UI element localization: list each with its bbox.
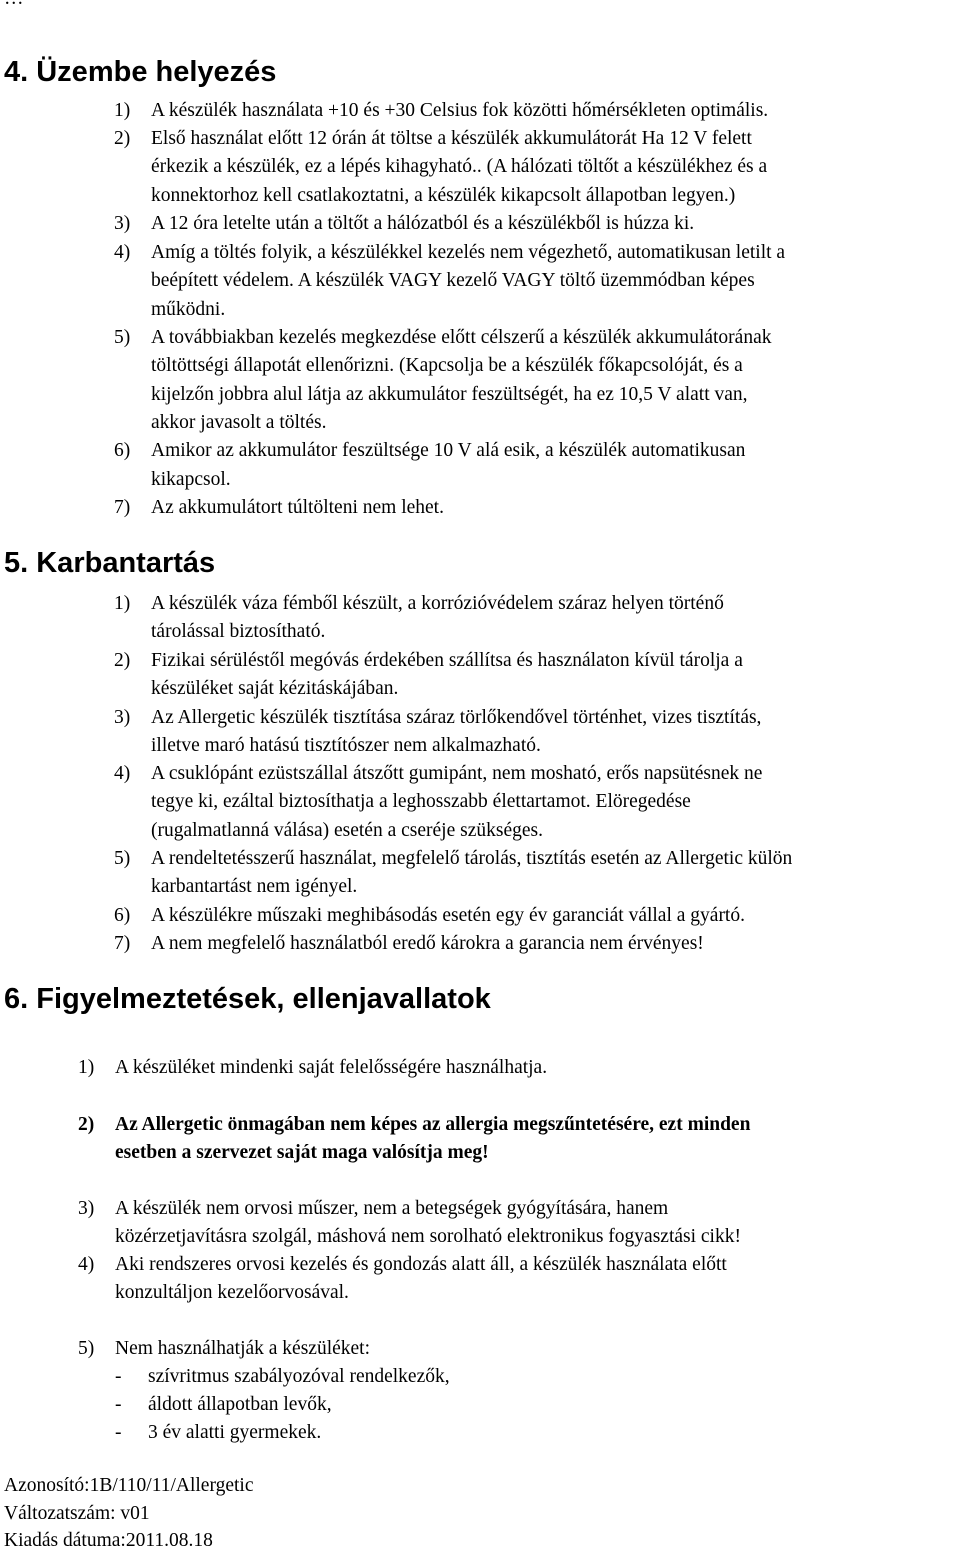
list-number: 1) xyxy=(114,100,131,121)
section-6-title: 6. Figyelmeztetések, ellenjavallatok xyxy=(4,983,491,1015)
list-number: 2) xyxy=(114,128,131,149)
list-item-line: készüléket saját kézitáskájában. xyxy=(151,678,399,699)
list-number: 4) xyxy=(114,242,131,263)
sublist-item: áldott állapotban levők, xyxy=(148,1394,332,1415)
list-item-line: Amíg a töltés folyik, a készülékkel kezelés nem végezhető, automatikusan letilt a xyxy=(151,242,786,263)
list-item-line: konnektorhoz kell csatlakoztatni, a készülék kikapcsolt állapotban legyen.) xyxy=(151,185,736,206)
list-item-line: tegye ki, ezáltal biztosíthatja a leghosszabb élettartamot. Elöregedése xyxy=(151,791,691,812)
list-item-line: A készülék váza fémből készült, a korrózióvédelem száraz helyen történő xyxy=(151,593,724,614)
list-number: 5) xyxy=(114,327,131,348)
list-number: 7) xyxy=(114,933,131,954)
list-number: 2) xyxy=(78,1114,95,1135)
list-item-line: illetve maró hatású tisztítószer nem alkalmazható. xyxy=(151,735,541,756)
footer-issue-date: Kiadás dátuma:2011.08.18 xyxy=(4,1530,213,1551)
list-number: 4) xyxy=(114,763,131,784)
footer-version: Változatszám: v01 xyxy=(4,1503,150,1524)
list-item-line: Fizikai sérüléstől megóvás érdekében szállítsa és használaton kívül tárolja a xyxy=(151,650,743,671)
list-item-line: Amikor az akkumulátor feszültsége 10 V alá esik, a készülék automatikusan xyxy=(151,440,746,461)
list-number: 5) xyxy=(78,1338,95,1359)
list-item-line: esetben a szervezet saját maga valósítja meg! xyxy=(115,1142,489,1163)
list-item-line: konzultáljon kezelőorvosával. xyxy=(115,1282,349,1303)
list-item-line: Nem használhatják a készüléket: xyxy=(115,1338,371,1359)
section-4-title: 4. Üzembe helyezés xyxy=(4,56,277,88)
list-item-line: A készülék használata +10 és +30 Celsius fok közötti hőmérsékleten optimális. xyxy=(151,100,769,121)
list-number: 5) xyxy=(114,848,131,869)
list-number: 1) xyxy=(78,1057,95,1078)
list-item-line: beépített védelem. A készülék VAGY kezelő VAGY töltő üzemmódban képes xyxy=(151,270,755,291)
sublist-item: 3 év alatti gyermekek. xyxy=(148,1422,322,1443)
list-item-line: tárolással biztosítható. xyxy=(151,621,326,642)
sublist-dash: - xyxy=(115,1394,122,1415)
list-number: 3) xyxy=(78,1198,95,1219)
list-number: 7) xyxy=(114,497,131,518)
sublist-item: szívritmus szabályozóval rendelkezők, xyxy=(148,1366,450,1387)
footer-document-id: Azonosító:1B/110/11/Allergetic xyxy=(4,1475,254,1496)
list-item-line: Az Allergetic önmagában nem képes az allergia megszűntetésére, ezt minden xyxy=(115,1114,751,1135)
list-item-line: (rugalmatlanná válása) esetén a cseréje szükséges. xyxy=(151,820,543,841)
list-item-line: A továbbiakban kezelés megkezdése előtt célszerű a készülék akkumulátorának xyxy=(151,327,772,348)
list-item-line: Az akkumulátort túltölteni nem lehet. xyxy=(151,497,444,518)
sublist-dash: - xyxy=(115,1422,122,1443)
list-item-line: A nem megfelelő használatból eredő károkra a garancia nem érvényes! xyxy=(151,933,704,954)
list-number: 4) xyxy=(78,1254,95,1275)
list-item-line: kikapcsol. xyxy=(151,469,231,490)
list-item-line: közérzetjavításra szolgál, máshová nem sorolható elektronikus fogyasztási cikk! xyxy=(115,1226,741,1247)
list-number: 6) xyxy=(114,905,131,926)
list-item-line: Első használat előtt 12 órán át töltse a készülék akkumulátorát Ha 12 V felett xyxy=(151,128,752,149)
list-item-line: akkor javasolt a töltés. xyxy=(151,412,327,433)
list-number: 1) xyxy=(114,593,131,614)
list-number: 2) xyxy=(114,650,131,671)
list-item-line: karbantartást nem igényel. xyxy=(151,876,358,897)
top-ellipsis xyxy=(4,0,24,10)
list-item-line: A 12 óra letelte után a töltőt a hálózatból és a készülékből is húzza ki. xyxy=(151,213,695,234)
section-5-title: 5. Karbantartás xyxy=(4,547,216,579)
list-item-line: A készüléket mindenki saját felelősségére használhatja. xyxy=(115,1057,548,1078)
list-item-line: A készülékre műszaki meghibásodás esetén egy év garanciát vállal a gyártó. xyxy=(151,905,745,926)
list-item-line: töltöttségi állapotát ellenőrizni. (Kapcsolja be a készülék főkapcsolóját, és a xyxy=(151,355,743,376)
list-item-line: A készülék nem orvosi műszer, nem a betegségek gyógyítására, hanem xyxy=(115,1198,669,1219)
list-item-line: Az Allergetic készülék tisztítása száraz törlőkendővel történhet, vizes tisztítás, xyxy=(151,707,762,728)
list-number: 3) xyxy=(114,707,131,728)
list-item-line: A csuklópánt ezüstszállal átszőtt gumipánt, nem mosható, erős napsütésnek ne xyxy=(151,763,763,784)
list-item-line: kijelzőn jobbra alul látja az akkumulátor feszültségét, ha ez 10,5 V alatt van, xyxy=(151,384,748,405)
list-item-line: A rendeltetésszerű használat, megfelelő tárolás, tisztítás esetén az Allergetic külön xyxy=(151,848,793,869)
list-item-line: működni. xyxy=(151,299,226,320)
list-number: 6) xyxy=(114,440,131,461)
list-item-line: Aki rendszeres orvosi kezelés és gondozás alatt áll, a készülék használata előtt xyxy=(115,1254,727,1275)
sublist-dash: - xyxy=(115,1366,122,1387)
list-item-line: érkezik a készülék, ez a lépés kihagyható.. (A hálózati töltőt a készülékhez és a xyxy=(151,156,768,177)
list-number: 3) xyxy=(114,213,131,234)
